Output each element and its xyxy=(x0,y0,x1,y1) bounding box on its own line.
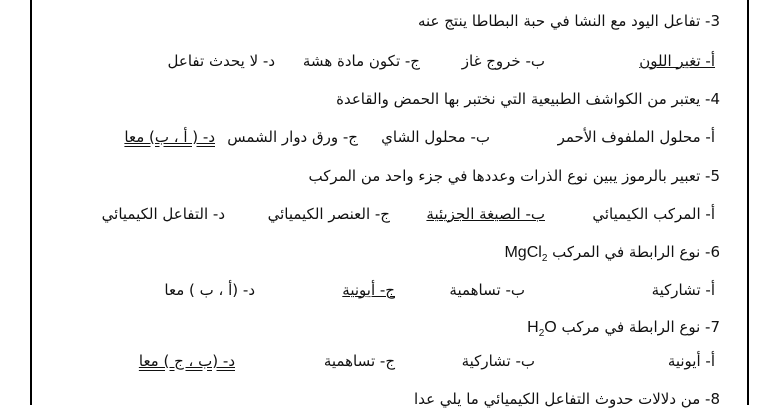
question-7-stem-text: 7- نوع الرابطة في مركب xyxy=(561,318,720,336)
question-7-stem xyxy=(60,318,720,339)
question-7-option-b: ب- تشاركية xyxy=(461,352,535,370)
question-5-option-a: أ- المركب الكيميائي xyxy=(592,205,715,223)
question-4-option-c: ج- ورق دوار الشمس xyxy=(227,128,358,146)
question-6-option-a: أ- تشاركية xyxy=(651,281,715,299)
question-5-stem: 5- تعبير بالرموز يبين نوع الذرات وعددها في جزء واحد من المركب xyxy=(308,167,720,185)
formula-symbol: H xyxy=(527,319,539,336)
question-3-option-b: ب- خروج غاز xyxy=(461,52,545,70)
question-3-option-c: ج- تكون مادة هشة xyxy=(302,52,420,70)
question-4-option-a: أ- محلول الملفوف الأحمر xyxy=(557,128,715,146)
question-6-option-b: ب- تساهمية xyxy=(449,281,525,299)
formula-symbol-tail: O xyxy=(544,319,557,336)
question-8-stem: 8- من دلالات حدوث التفاعل الكيميائي ما يلي عدا xyxy=(414,390,720,408)
formula-subscript: 2 xyxy=(538,328,545,340)
page-border-right xyxy=(747,0,749,405)
question-3-option-a: أ- تغير اللون xyxy=(639,52,715,70)
question-6-stem-text: 6- نوع الرابطة في المركب xyxy=(552,243,720,261)
question-4-option-d: د- ( أ ، ب) معا xyxy=(124,128,215,146)
question-6-option-d: د- (أ ، ب ) معا xyxy=(164,281,255,299)
question-3-stem: 3- تفاعل اليود مع النشا في حبة البطاطا ينتج عنه xyxy=(417,12,720,30)
page-border-left xyxy=(30,0,32,405)
formula-symbol: MgCl xyxy=(504,244,542,261)
question-5-option-b: ب- الصيغة الجزيئية xyxy=(426,205,545,223)
question-5-option-d: د- التفاعل الكيميائي xyxy=(101,205,225,223)
question-7-option-a: أ- أيونية xyxy=(667,352,715,370)
question-7-formula xyxy=(527,319,557,340)
question-7-option-d: د- (ب ، ج ) معا xyxy=(138,352,235,370)
question-3-option-d: د- لا يحدث تفاعل xyxy=(167,52,275,70)
question-4-stem: 4- يعتبر من الكواشف الطبيعية التي نختبر بها الحمض والقاعدة xyxy=(336,90,720,108)
question-4-option-b: ب- محلول الشاي xyxy=(381,128,490,146)
question-6-formula xyxy=(504,244,548,265)
question-6-stem xyxy=(60,243,720,264)
question-5-option-c: ج- العنصر الكيميائي xyxy=(267,205,390,223)
question-6-option-c: ج- أيونية xyxy=(342,281,395,299)
question-7-option-c: ج- تساهمية xyxy=(323,352,395,370)
formula-subscript: 2 xyxy=(541,253,548,265)
